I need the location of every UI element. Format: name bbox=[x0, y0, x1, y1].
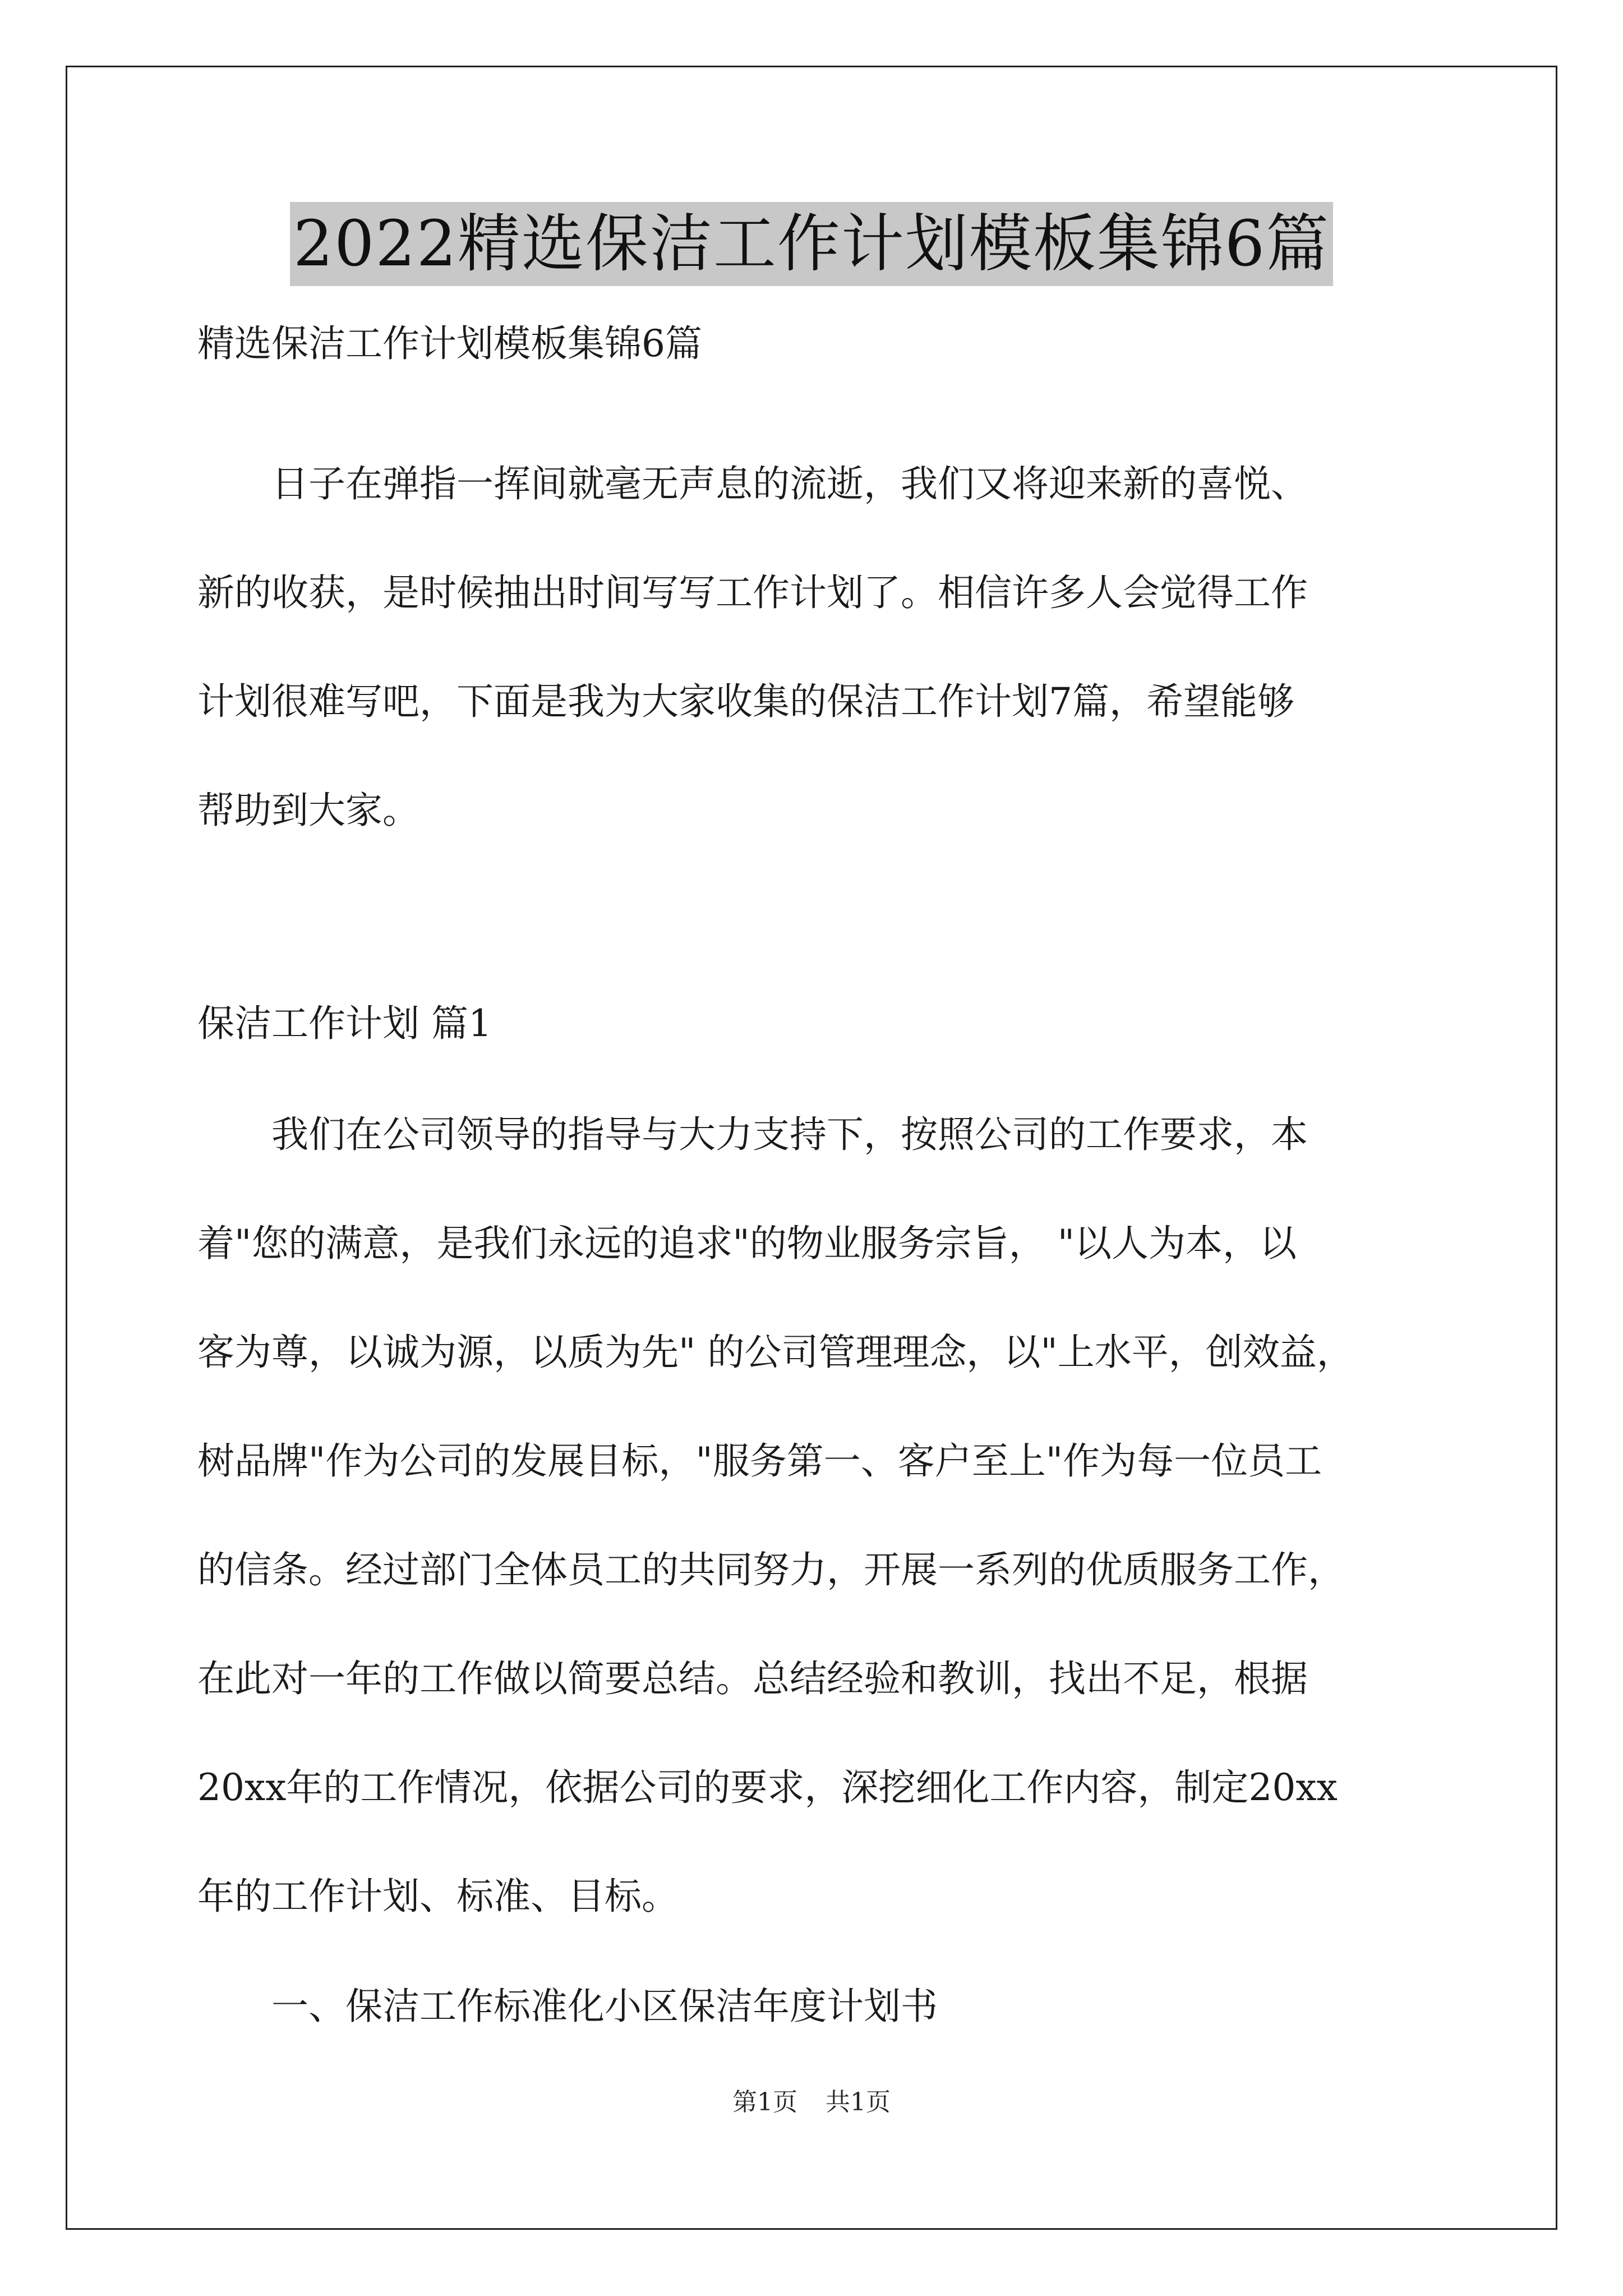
body-line: 20xx年的工作情况，依据公司的要求，深挖细化工作内容，制定20xx bbox=[197, 1766, 1338, 1809]
body-line: 着"您的满意，是我们永远的追求"的物业服务宗旨， "以人为本，以 bbox=[197, 1222, 1297, 1265]
page-number: 第1页 bbox=[732, 2088, 797, 2116]
body-line: 在此对一年的工作做以简要总结。总结经验和教训，找出不足，根据 bbox=[197, 1657, 1308, 1700]
body-line: 树品牌"作为公司的发展目标，"服务第一、客户至上"作为每一位员工 bbox=[197, 1439, 1322, 1483]
body-line: 的信条。经过部门全体员工的共同努力，开展一系列的优质服务工作， bbox=[197, 1548, 1345, 1591]
document-title: 2022精选保洁工作计划模板集锦6篇 bbox=[290, 202, 1333, 286]
body-line: 我们在公司领导的指导与大力支持下，按照公司的工作要求，本 bbox=[197, 1113, 1308, 1156]
body-line: 年的工作计划、标准、目标。 bbox=[197, 1875, 679, 1918]
body-line: 客为尊，以诚为源，以质为先" 的公司管理理念，以"上水平，创效益， bbox=[197, 1331, 1354, 1374]
page-footer bbox=[0, 2086, 1623, 2119]
section-subheading: 一、保洁工作标准化小区保洁年度计划书 bbox=[197, 1985, 938, 2028]
intro-line: 计划很难写吧，下面是我为大家收集的保洁工作计划7篇，希望能够 bbox=[197, 680, 1294, 723]
intro-line: 日子在弹指一挥间就毫无声息的流逝，我们又将迎来新的喜悦、 bbox=[197, 462, 1308, 505]
document-subtitle: 精选保洁工作计划模板集锦6篇 bbox=[197, 322, 702, 365]
intro-line: 帮助到大家。 bbox=[197, 789, 419, 832]
section-heading: 保洁工作计划 篇1 bbox=[197, 1002, 492, 1045]
page-total: 共1页 bbox=[826, 2088, 891, 2116]
title-container bbox=[0, 202, 1623, 286]
intro-line: 新的收获，是时候抽出时间写写工作计划了。相信许多人会觉得工作 bbox=[197, 571, 1308, 614]
